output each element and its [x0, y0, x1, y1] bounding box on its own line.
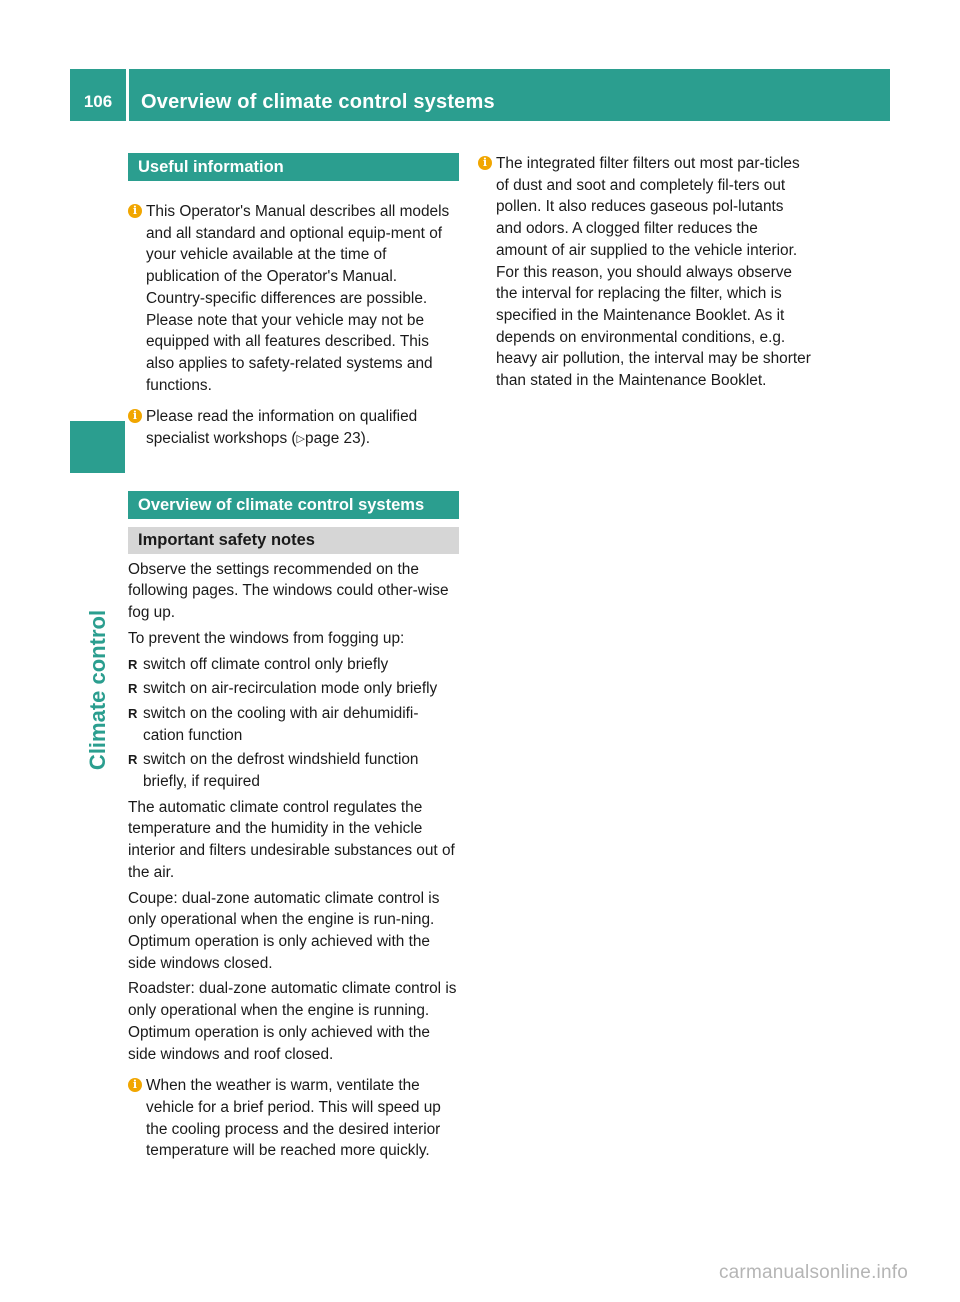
info-note-workshops: [128, 406, 459, 450]
paragraph-settings: Observe the settings recommended on the following pages. The windows could other-wise fog up.: [128, 560, 449, 622]
section-heading-overview: Overview of climate control systems: [128, 491, 459, 519]
right-column: [478, 153, 812, 392]
left-column: [128, 153, 459, 1162]
paragraph-prevent-fog: To prevent the windows from fogging up:: [128, 629, 405, 647]
info-note-warm-weather: [128, 1075, 459, 1162]
list-item-text: switch on air-recirculation mode only briefly: [143, 680, 438, 698]
note-text: [146, 406, 459, 450]
side-tab-label: Climate control: [85, 609, 110, 771]
list-item: [128, 678, 459, 700]
list-item: [128, 703, 459, 746]
paragraph-climate-control: The automatic climate control regulates the temperature and the humidity in the vehicle interior and filters undesirable substances out of the air.: [128, 798, 455, 881]
list-item-text: switch off climate control only briefly: [143, 655, 389, 673]
list-item-text: switch on the cooling with air dehumidifi-cation function: [143, 704, 419, 744]
side-tab: [70, 126, 125, 1246]
note-text: The integrated filter filters out most par-ticles of dust and soot and completely fil-ters out pollen. It also reduces gaseous pol-lutants and odors. A clogged filter reduces the amount of air supplied to the vehicle interior. For this reason, you should always observe the interval for replacing the filter, which is specified in the Maintenance Booklet. As it depends on environmental conditions, e.g. heavy air pollution, the interval may be shorter than stated in the Maintenance Booklet.: [496, 155, 811, 390]
note-text: This Operator's Manual describes all models and all standard and optional equip-ment of your vehicle available at the time of publication of the Operator's Manual. Country-specific differences are possible. Please note that your vehicle may not be equipped with all features described. This also applies to safety-related systems and functions.: [146, 203, 450, 394]
info-icon: i: [128, 409, 142, 423]
info-icon: i: [128, 1078, 142, 1092]
info-note-filter: [478, 153, 812, 392]
page-title: Overview of climate control systems: [141, 91, 495, 113]
info-note-manual-scope: [128, 201, 459, 396]
info-icon: i: [128, 204, 142, 218]
page-reference-link[interactable]: page 23: [305, 430, 361, 448]
triangle-right-icon: ▷: [296, 433, 306, 446]
list-item: [128, 749, 459, 792]
subheading-safety-notes: Important safety notes: [128, 527, 459, 554]
page-header: [70, 69, 890, 121]
paragraph-roadster: Roadster: dual-zone automatic climate control is only operational when the engine is running. Optimum operation is only achieved with the side windows and roof closed.: [128, 980, 457, 1063]
side-tab-marker: [70, 421, 125, 473]
note-text-end: ).: [360, 430, 371, 448]
bullet-marker: R: [128, 656, 138, 672]
bullet-marker: R: [128, 752, 138, 768]
footer-watermark: carmanualsonline.info: [718, 1262, 908, 1283]
info-icon: i: [478, 156, 492, 170]
header-divider: [126, 69, 129, 121]
bullet-marker: R: [128, 681, 138, 697]
page-number: 106: [83, 92, 113, 111]
bullet-marker: R: [128, 705, 138, 721]
section-heading-useful-information: Useful information: [128, 153, 459, 181]
paragraph-coupe: Coupe: dual-zone automatic climate control is only operational when the engine is run-ning. Optimum operation is only achieved with the side windows closed.: [128, 889, 440, 972]
note-text: When the weather is warm, ventilate the vehicle for a brief period. This will speed up the cooling process and the desired interior temperature will be reached more quickly.: [146, 1077, 441, 1160]
list-item-text: switch on the defrost windshield function briefly, if required: [143, 751, 419, 791]
list-item: [128, 654, 459, 676]
note-text-start: Please read the information on qualified specialist workshops (: [146, 408, 418, 448]
